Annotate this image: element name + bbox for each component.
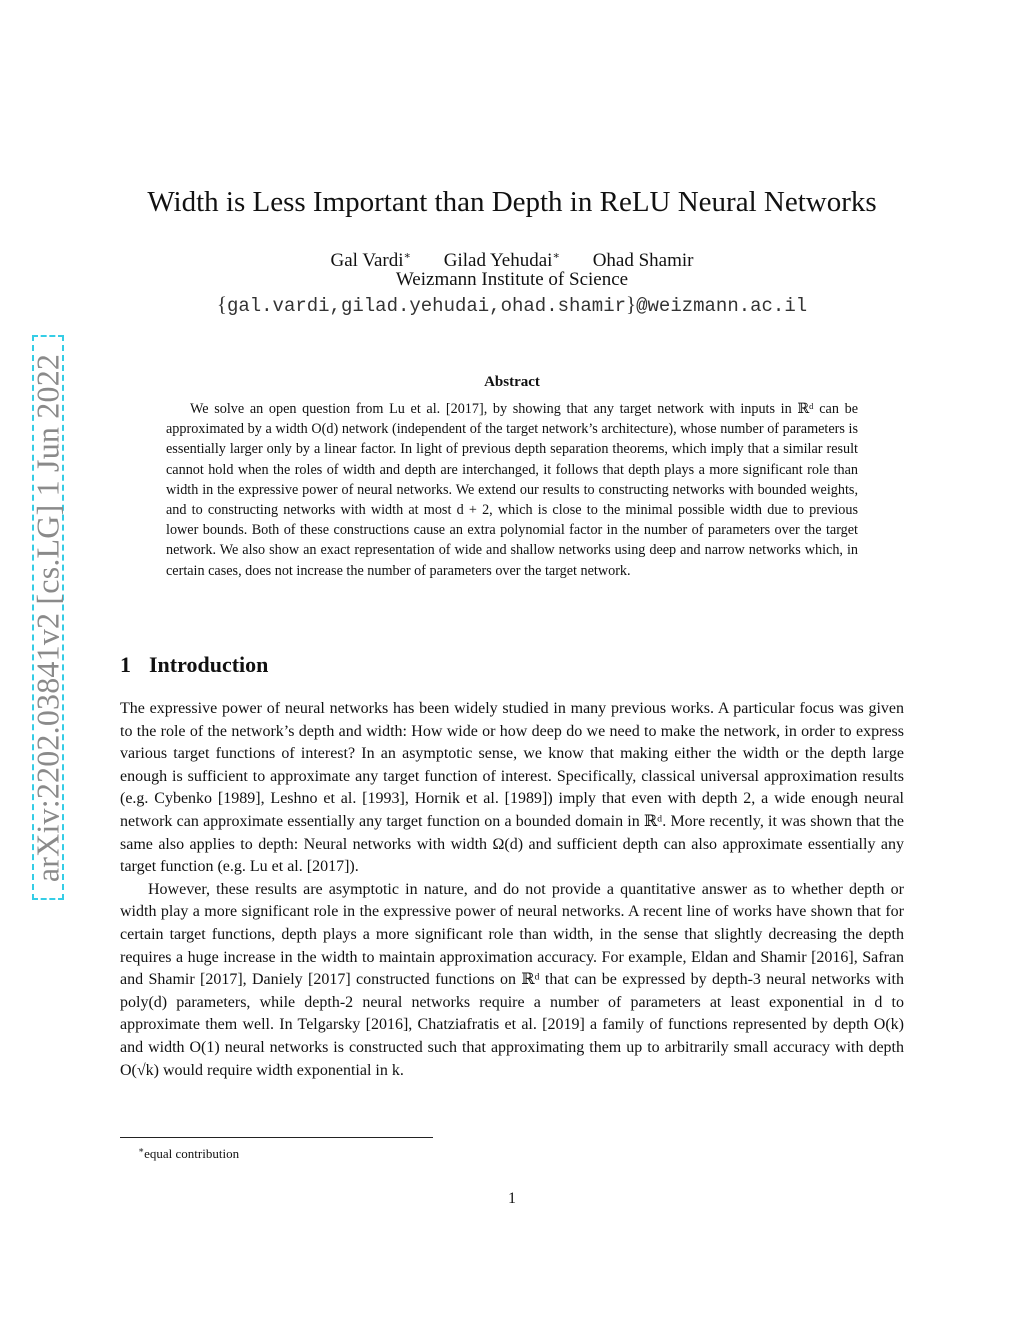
intro-paragraph-2: However, these results are asymptotic in nature, and do not provide a quantitative answer as to whether depth or width play a more significant role in the expressive power of neural networks. A recent line of works have shown that for certain target functions, depth plays a more significant role than width, in the sense that slightly decreasing the depth requires a huge increase in the width to maintain approximation accuracy. For example, Eldan and Shamir [2016], Safran and Shamir [2017], Daniely [2017] constructed functions on ℝᵈ that can be expressed by depth-3 neural networks with poly(d) parameters, while depth-2 neural networks require a number of parameters at least exponential in d to approximate them well. In Telgarsky [2016], Chatziafratis et al. [2019] a family of functions represented by depth O(k) and width O(1) neural networks is constructed such that approximating them up to arbitrarily small accuracy with depth O(√k) would require width exponential in k. [120,880,904,1079]
author-emails [0,292,1024,318]
footnote-mark: ∗ [138,1145,145,1155]
arxiv-stamp-text: arXiv:2202.03841v2 [cs.LG] 1 Jun 2022 [29,353,66,882]
email-open-brace: { [216,292,227,316]
section-heading [120,651,268,679]
footnote-rule [120,1137,433,1138]
author-2-name: Gilad Yehudai [443,250,553,271]
author-2-mark: ∗ [552,250,560,262]
author-1-name: Gal Vardi [330,250,404,271]
introduction-body [120,698,904,1082]
footnote-text: equal contribution [144,1146,240,1161]
author-1-mark: ∗ [403,250,411,262]
email-close-brace: } [626,292,637,316]
email-domain: @weizmann.ac.il [636,295,808,317]
footnote [138,1141,239,1163]
affiliation: Weizmann Institute of Science [395,269,629,290]
email-names: gal.vardi,gilad.yehudai,ohad.shamir [226,295,627,317]
paper-title: Width is Less Important than Depth in ReLU Neural Networks [147,186,877,218]
author-3-name: Ohad Shamir [592,250,694,271]
abstract-body: We solve an open question from Lu et al. [2017], by showing that any target network with inputs in ℝᵈ can be approximated by a width O(d) network (independent of the target network’s architecture), whose number of parameters is essentially larger only by a linear factor. In light of previous depth separation theorems, which imply that a similar result cannot hold when the roles of width and depth are interchanged, it follows that depth plays a more significant role than width in the expressive power of neural networks. We extend our results to constructing networks with bounded weights, and to constructing networks with width at most d + 2, which is close to the minimal possible width due to previous lower bounds. Both of these constructions cause an extra polynomial factor in the number of parameters over the target network. We also show an exact representation of wide and shallow networks using deep and narrow networks which, in certain cases, does not increase the number of parameters over the target network. [166,401,858,579]
page-number: 1 [508,1190,516,1207]
abstract-heading: Abstract [484,374,540,390]
section-number: 1 [120,652,131,677]
section-title: Introduction [149,652,269,677]
intro-paragraph-1: The expressive power of neural networks has been widely studied in many previous works. A particular focus was given to the role of the network’s depth and width: How wide or how deep do we need to make the network, in order to express various target functions of interest? In an asymptotic sense, we know that making either the width or the depth large enough is sufficient to approximate any target function of interest. Specifically, classical universal approximation results (e.g. Cybenko [1989], Leshno et al. [1993], Hornik et al. [1989]) imply that even with depth 2, a wide enough neural network can approximate essentially any target function on a bounded domain in ℝᵈ. More recently, it was shown that the same also applies to depth: Neural networks with width Ω(d) and sufficient depth can also approximate essentially any target function (e.g. Lu et al. [2017]). [120,700,904,876]
arxiv-stamp [29,335,66,900]
